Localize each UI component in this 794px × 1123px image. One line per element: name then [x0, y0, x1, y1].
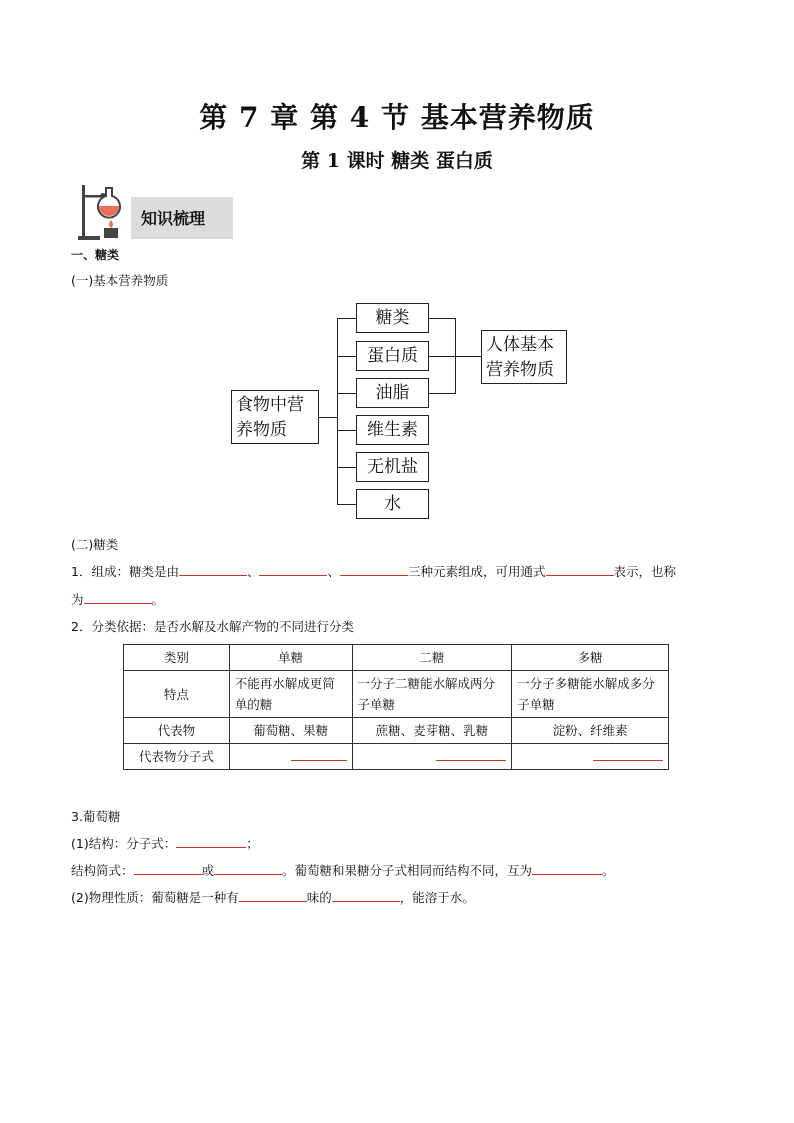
question-glucose-physical: (2)物理性质：葡萄糖是一种有 味的 ，能溶于水。	[71, 890, 475, 905]
table-cell: 葡萄糖、果糖	[229, 718, 352, 744]
table-row	[124, 744, 669, 770]
table-header: 多糖	[512, 645, 669, 671]
diagram-item-sugar: 糖类	[356, 303, 429, 333]
table-header: 二糖	[352, 645, 512, 671]
diagram-item-water: 水	[356, 489, 429, 519]
diagram-connector	[337, 318, 356, 319]
table-row	[124, 718, 669, 744]
diagram-connector	[337, 318, 338, 505]
table-cell: 一分子多糖能水解成多分子单糖	[512, 671, 669, 718]
answer-blank[interactable]	[340, 563, 408, 576]
question-glucose-structure: (1)结构：分子式： ；	[71, 836, 259, 851]
table-cell: 不能再水解成更简单的糖	[229, 671, 352, 718]
table-row-label: 特点	[124, 671, 230, 718]
table-row-label: 代表物分子式	[124, 744, 230, 770]
answer-blank[interactable]	[546, 563, 614, 576]
subsection-sugars: (二)糖类	[71, 537, 119, 552]
subsection-basic-nutrients: (一)基本营养物质	[71, 273, 169, 288]
table-header-row	[124, 645, 669, 671]
diagram-connector	[429, 393, 455, 394]
answer-blank[interactable]	[259, 563, 327, 576]
diagram-item-vitamin: 维生素	[356, 415, 429, 445]
diagram-item-fat: 油脂	[356, 378, 429, 408]
question-composition: 1．组成：糖类是由 、 、 三种元素组成，可用通式 表示，也称	[71, 564, 677, 579]
diagram-connector	[455, 318, 456, 394]
diagram-connector	[319, 417, 337, 418]
subsection-glucose: 3.葡萄糖	[71, 809, 121, 824]
answer-blank[interactable]	[332, 889, 400, 902]
knowledge-review-badge: 知识梳理	[131, 197, 233, 239]
table-cell: 蔗糖、麦芽糖、乳糖	[352, 718, 512, 744]
answer-blank[interactable]	[239, 889, 307, 902]
diagram-connector	[429, 318, 455, 319]
diagram-human-nutrients: 人体基本营养物质	[481, 330, 567, 384]
diagram-item-protein: 蛋白质	[356, 341, 429, 371]
question-composition-cont: 为 。	[71, 592, 165, 607]
diagram-connector	[337, 430, 356, 431]
answer-blank[interactable]	[436, 747, 506, 761]
diagram-connector	[337, 356, 356, 357]
page-subtitle: 第 1 课时 糖类 蛋白质	[301, 150, 493, 172]
answer-blank[interactable]	[176, 835, 246, 848]
page-title: 第 7 章 第 4 节 基本营养物质	[199, 101, 595, 134]
answer-blank[interactable]	[84, 591, 152, 604]
diagram-connector	[337, 467, 356, 468]
table-row	[124, 671, 669, 718]
diagram-item-mineral: 无机盐	[356, 452, 429, 482]
section-heading-sugars: 一、糖类	[71, 248, 120, 262]
table-cell: 淀粉、纤维素	[512, 718, 669, 744]
answer-blank[interactable]	[134, 862, 202, 875]
sugar-classification-table	[123, 644, 669, 770]
answer-blank[interactable]	[291, 747, 347, 761]
question-glucose-formula: 结构简式： 或 。葡萄糖和果糖分子式相同而结构不同，互为 。	[71, 863, 615, 878]
question-classification: 2．分类依据：是否水解及水解产物的不同进行分类	[71, 619, 354, 634]
diagram-food-nutrients: 食物中营养物质	[231, 390, 319, 444]
diagram-connector	[337, 504, 356, 505]
lab-flask-icon	[76, 182, 130, 242]
answer-blank[interactable]	[179, 563, 247, 576]
answer-blank[interactable]	[532, 862, 602, 875]
table-header: 类别	[124, 645, 230, 671]
table-header: 单糖	[229, 645, 352, 671]
answer-blank[interactable]	[593, 747, 663, 761]
table-cell: 一分子二糖能水解成两分子单糖	[352, 671, 512, 718]
diagram-connector	[337, 393, 356, 394]
answer-blank[interactable]	[214, 862, 282, 875]
table-row-label: 代表物	[124, 718, 230, 744]
